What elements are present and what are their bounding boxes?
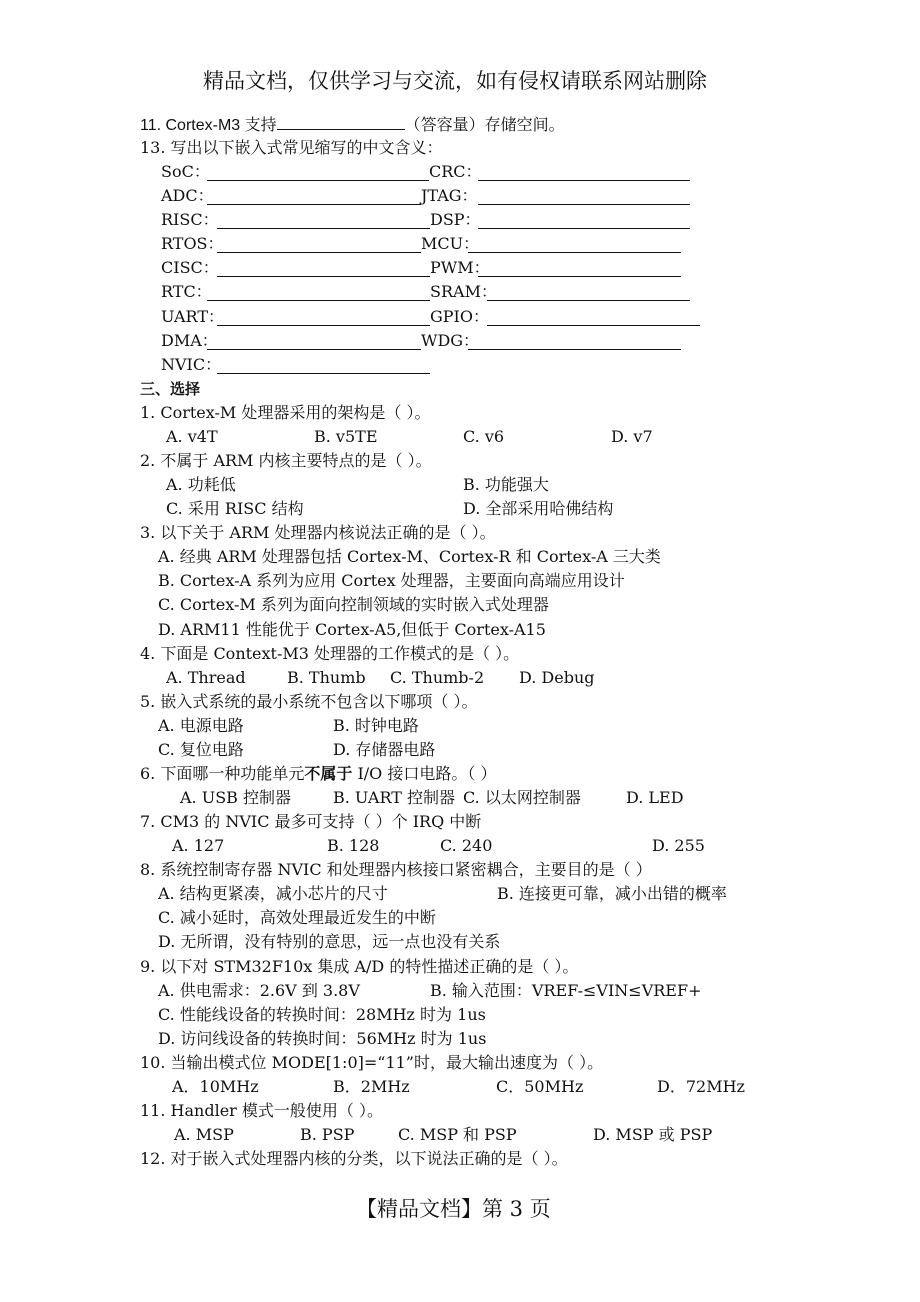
- q11-stem: 11. Handler 模式一般使用（ ）。: [140, 1101, 383, 1120]
- abbr-rtos-blank[interactable]: [217, 252, 421, 253]
- q8-option-c[interactable]: C. 减小延时，高效处理最近发生的中断: [158, 908, 436, 927]
- q8-option-a[interactable]: A. 结构更紧凑，减小芯片的尺寸: [158, 884, 388, 903]
- abbr-pwm-blank[interactable]: [478, 276, 681, 277]
- q3-stem: 3. 以下关于 ARM 处理器内核说法正确的是（ ）。: [140, 523, 496, 542]
- q1-option-a[interactable]: A. v4T: [166, 427, 218, 446]
- q5-option-a[interactable]: A. 电源电路: [158, 716, 244, 735]
- q6-stem-emphasis: 不属于: [304, 764, 353, 783]
- abbr-risc-blank[interactable]: [217, 228, 430, 229]
- q7-option-d[interactable]: D. 255: [652, 836, 705, 855]
- q9-stem: 9. 以下对 STM32F10x 集成 A/D 的特性描述正确的是（ ）。: [140, 957, 579, 976]
- q6-option-d[interactable]: D. LED: [626, 788, 684, 807]
- q2-option-b[interactable]: B. 功能强大: [463, 475, 549, 494]
- abbr-dma-blank[interactable]: [207, 349, 421, 350]
- abbr-jtag-label: JTAG：: [421, 186, 478, 205]
- q7-option-b[interactable]: B. 128: [327, 836, 380, 855]
- q5-stem: 5. 嵌入式系统的最小系统不包含以下哪项（ ）。: [140, 692, 478, 711]
- q7-option-c[interactable]: C. 240: [440, 836, 493, 855]
- q2-option-a[interactable]: A. 功耗低: [166, 475, 236, 494]
- abbr-dsp-label: DSP：: [430, 210, 481, 229]
- abbr-soc-label: SoC：: [161, 162, 210, 181]
- q6-option-a[interactable]: A. USB 控制器: [180, 788, 292, 807]
- abbr-adc-blank[interactable]: [207, 204, 421, 205]
- q9-option-d[interactable]: D. 访问线设备的转换时间：56MHz 时为 1us: [158, 1029, 487, 1048]
- abbr-pwm-label: PWM：: [430, 258, 490, 277]
- q11-option-b[interactable]: B. PSP: [300, 1125, 355, 1144]
- page-header: 精品文档，仅供学习与交流，如有侵权请联系网站删除: [203, 69, 707, 93]
- q3-option-d[interactable]: D. ARM11 性能优于 Cortex-A5,但低于 Cortex-A15: [158, 620, 546, 639]
- abbr-uart-blank[interactable]: [217, 325, 430, 326]
- q11-option-a[interactable]: A. MSP: [174, 1125, 234, 1144]
- q5-option-d[interactable]: D. 存储器电路: [333, 740, 436, 759]
- q11-option-d[interactable]: D. MSP 或 PSP: [593, 1125, 713, 1144]
- q12-stem: 12. 对于嵌入式处理器内核的分类，以下说法正确的是（ ）。: [140, 1149, 568, 1168]
- q10-stem: 10. 当输出模式位 MODE[1:0]=“11”时，最大输出速度为（ ）。: [140, 1053, 604, 1072]
- q6-option-c[interactable]: C. 以太网控制器: [463, 788, 581, 807]
- q4-option-c[interactable]: C. Thumb-2: [390, 668, 485, 687]
- abbr-rtc-label: RTC：: [161, 282, 212, 301]
- q10-option-b[interactable]: B．2MHz: [333, 1077, 410, 1096]
- q6-stem: [140, 763, 496, 785]
- abbr-gpio-label: GPIO：: [430, 307, 489, 326]
- q4-option-b[interactable]: B. Thumb: [287, 668, 366, 687]
- abbr-rtos-label: RTOS：: [161, 234, 224, 253]
- q9-option-c[interactable]: C. 性能线设备的转换时间：28MHz 时为 1us: [158, 1005, 486, 1024]
- q11-answer-blank[interactable]: [277, 113, 405, 130]
- abbr-wdg-blank[interactable]: [468, 349, 681, 350]
- q10-option-d[interactable]: D．72MHz: [657, 1077, 745, 1096]
- abbr-soc-blank[interactable]: [207, 180, 429, 181]
- abbr-nvic-label: NVIC：: [161, 355, 222, 374]
- q8-option-b[interactable]: B. 连接更可靠，减小出错的概率: [497, 884, 727, 903]
- q11-prefix: 11. Cortex-M3 支持: [140, 117, 277, 134]
- abbr-sram-blank[interactable]: [487, 300, 690, 301]
- q11-suffix: （答容量）存储空间。: [404, 117, 565, 134]
- abbr-mcu-blank[interactable]: [468, 252, 681, 253]
- q4-stem: 4. 下面是 Context-M3 处理器的工作模式的是（ ）。: [140, 644, 520, 663]
- abbr-gpio-blank[interactable]: [487, 325, 700, 326]
- q4-option-a[interactable]: A. Thread: [166, 668, 246, 687]
- q2-option-d[interactable]: D. 全部采用哈佛结构: [463, 499, 614, 518]
- q3-option-b[interactable]: B. Cortex-A 系列为应用 Cortex 处理器，主要面向高端应用设计: [158, 571, 625, 590]
- abbr-nvic-blank[interactable]: [217, 373, 430, 374]
- q6-stem-post: I/O 接口电路。（ ）: [352, 764, 497, 783]
- q11-option-c[interactable]: C. MSP 和 PSP: [398, 1125, 517, 1144]
- abbr-jtag-blank[interactable]: [478, 204, 690, 205]
- abbr-adc-label: ADC：: [161, 186, 214, 205]
- q7-option-a[interactable]: A. 127: [172, 836, 225, 855]
- q2-stem: 2. 不属于 ARM 内核主要特点的是（ ）。: [140, 451, 432, 470]
- q1-option-b[interactable]: B. v5TE: [314, 427, 378, 446]
- abbr-uart-label: UART：: [161, 307, 224, 326]
- q1-stem: 1. Cortex-M 处理器采用的架构是（ ）。: [140, 403, 431, 422]
- q9-option-a[interactable]: A. 供电需求：2.6V 到 3.8V: [158, 981, 360, 1000]
- q1-option-d[interactable]: D. v7: [611, 427, 653, 446]
- q3-option-a[interactable]: A. 经典 ARM 处理器包括 Cortex-M、Cortex-R 和 Cortex-A 三大类: [158, 547, 661, 566]
- abbr-crc-blank[interactable]: [478, 180, 690, 181]
- q4-option-d[interactable]: D. Debug: [519, 668, 595, 687]
- q8-option-d[interactable]: D. 无所谓，没有特别的意思，远一点也没有关系: [158, 932, 501, 951]
- section-title-choice: 三、选择: [140, 380, 201, 398]
- q8-stem: 8. 系统控制寄存器 NVIC 和处理器内核接口紧密耦合，主要目的是（ ）: [140, 860, 652, 879]
- question-13-title: 13. 写出以下嵌入式常见缩写的中文含义：: [140, 138, 443, 157]
- q1-option-c[interactable]: C. v6: [463, 427, 505, 446]
- q2-option-c[interactable]: C. 采用 RISC 结构: [166, 499, 304, 518]
- q6-stem-pre: 6. 下面哪一种功能单元: [140, 764, 305, 783]
- abbr-risc-label: RISC：: [161, 210, 219, 229]
- q10-option-a[interactable]: A．10MHz: [172, 1077, 259, 1096]
- abbr-mcu-label: MCU：: [421, 234, 480, 253]
- abbr-cisc-label: CISC：: [161, 258, 219, 277]
- abbr-wdg-label: WDG：: [421, 331, 480, 350]
- abbr-crc-label: CRC：: [429, 162, 482, 181]
- abbr-rtc-blank[interactable]: [207, 300, 430, 301]
- page-footer: 【精品文档】第 3 页: [356, 1197, 551, 1221]
- abbr-cisc-blank[interactable]: [217, 276, 430, 277]
- q9-option-b[interactable]: B. 输入范围：VREF-≤VIN≤VREF+: [430, 981, 702, 1000]
- q5-option-c[interactable]: C. 复位电路: [158, 740, 244, 759]
- q6-option-b[interactable]: B. UART 控制器: [333, 788, 456, 807]
- q5-option-b[interactable]: B. 时钟电路: [333, 716, 419, 735]
- q10-option-c[interactable]: C．50MHz: [496, 1077, 584, 1096]
- q3-option-c[interactable]: C. Cortex-M 系列为面向控制领域的实时嵌入式处理器: [158, 595, 549, 614]
- abbr-dsp-blank[interactable]: [478, 228, 690, 229]
- question-11-capacity: [140, 113, 565, 137]
- q7-stem: 7. CM3 的 NVIC 最多可支持（ ）个 IRQ 中断: [140, 812, 482, 831]
- abbr-sram-label: SRAM：: [430, 282, 497, 301]
- abbr-dma-label: DMA：: [161, 331, 218, 350]
